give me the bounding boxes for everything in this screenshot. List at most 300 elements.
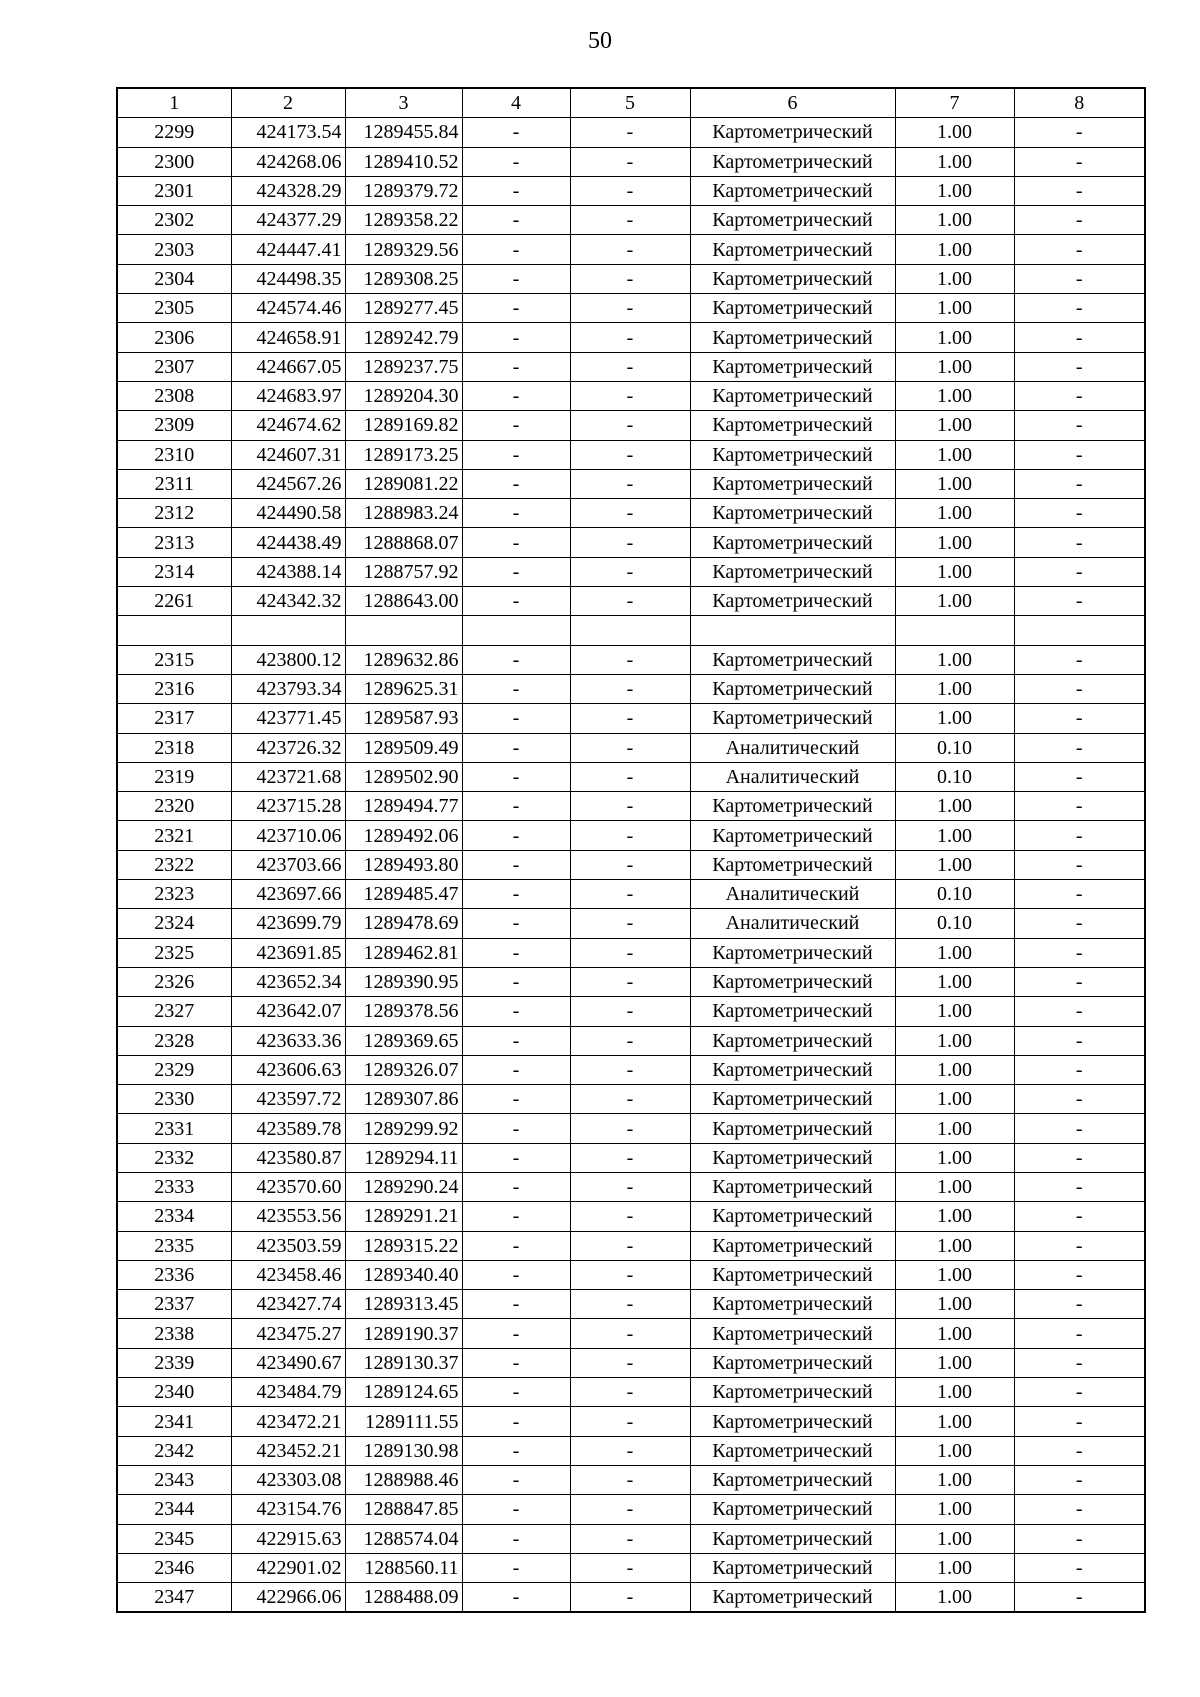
table-row xyxy=(117,1583,1145,1613)
table-header-row xyxy=(117,88,1145,118)
cell-method: Картометрический xyxy=(690,381,895,410)
cell-col-4: - xyxy=(462,1553,570,1582)
table-row xyxy=(117,1260,1145,1289)
header-cell-7: 7 xyxy=(895,88,1014,118)
cell-y-coordinate: 1289307.86 xyxy=(345,1085,462,1114)
cell-method: Аналитический xyxy=(690,762,895,791)
cell-col-5: - xyxy=(570,762,690,791)
cell-col-8: - xyxy=(1014,850,1145,879)
cell-point-number: 2305 xyxy=(117,294,231,323)
cell-col-5: - xyxy=(570,1172,690,1201)
cell-col-8: - xyxy=(1014,176,1145,205)
cell-col-8: - xyxy=(1014,381,1145,410)
cell-method: Аналитический xyxy=(690,909,895,938)
cell-accuracy: 1.00 xyxy=(895,1319,1014,1348)
cell-col-8: - xyxy=(1014,821,1145,850)
cell-x-coordinate: 423715.28 xyxy=(231,792,345,821)
cell-accuracy: 1.00 xyxy=(895,587,1014,616)
cell-y-coordinate: 1289124.65 xyxy=(345,1378,462,1407)
cell-x-coordinate: 423484.79 xyxy=(231,1378,345,1407)
cell-point-number: 2322 xyxy=(117,850,231,879)
cell-col-8: - xyxy=(1014,645,1145,674)
table-row xyxy=(117,1553,1145,1582)
cell-col-4: - xyxy=(462,1085,570,1114)
cell-y-coordinate: 1288757.92 xyxy=(345,557,462,586)
cell-x-coordinate: 423726.32 xyxy=(231,733,345,762)
cell-method: Картометрический xyxy=(690,1495,895,1524)
table-row xyxy=(117,499,1145,528)
cell-y-coordinate: 1289308.25 xyxy=(345,264,462,293)
cell-col-5: - xyxy=(570,587,690,616)
cell-accuracy: 1.00 xyxy=(895,1524,1014,1553)
cell-method: Картометрический xyxy=(690,1553,895,1582)
cell-col-5: - xyxy=(570,1026,690,1055)
cell-y-coordinate: 1289410.52 xyxy=(345,147,462,176)
table-row xyxy=(117,850,1145,879)
cell-col-5: - xyxy=(570,118,690,147)
cell-x-coordinate: 424490.58 xyxy=(231,499,345,528)
cell-col-8: - xyxy=(1014,733,1145,762)
cell-method: Картометрический xyxy=(690,1319,895,1348)
cell-point-number: 2337 xyxy=(117,1290,231,1319)
cell-point-number: 2343 xyxy=(117,1465,231,1494)
cell-method: Картометрический xyxy=(690,1143,895,1172)
cell-col-8: - xyxy=(1014,1319,1145,1348)
cell-y-coordinate: 1289294.11 xyxy=(345,1143,462,1172)
table-row xyxy=(117,997,1145,1026)
cell-y-coordinate: 1289130.37 xyxy=(345,1348,462,1377)
cell-method: Картометрический xyxy=(690,1231,895,1260)
cell-accuracy: 1.00 xyxy=(895,1202,1014,1231)
table-row xyxy=(117,645,1145,674)
cell-col-4: - xyxy=(462,557,570,586)
cell-col-5: - xyxy=(570,206,690,235)
cell-point-number: 2325 xyxy=(117,938,231,967)
cell-method: Картометрический xyxy=(690,1465,895,1494)
cell-point-number: 2303 xyxy=(117,235,231,264)
cell-accuracy: 0.10 xyxy=(895,880,1014,909)
table-row xyxy=(117,381,1145,410)
cell-accuracy: 1.00 xyxy=(895,440,1014,469)
cell-col-4 xyxy=(462,616,570,645)
cell-method: Картометрический xyxy=(690,792,895,821)
cell-x-coordinate: 423597.72 xyxy=(231,1085,345,1114)
cell-x-coordinate: 424667.05 xyxy=(231,352,345,381)
cell-method: Картометрический xyxy=(690,1202,895,1231)
cell-method xyxy=(690,616,895,645)
cell-point-number: 2299 xyxy=(117,118,231,147)
table-row xyxy=(117,1465,1145,1494)
cell-y-coordinate: 1289455.84 xyxy=(345,118,462,147)
cell-col-5: - xyxy=(570,323,690,352)
cell-col-8: - xyxy=(1014,1407,1145,1436)
cell-col-5: - xyxy=(570,528,690,557)
cell-x-coordinate: 423697.66 xyxy=(231,880,345,909)
cell-col-5: - xyxy=(570,1143,690,1172)
cell-method: Картометрический xyxy=(690,411,895,440)
table-row xyxy=(117,1348,1145,1377)
cell-x-coordinate xyxy=(231,616,345,645)
cell-point-number: 2328 xyxy=(117,1026,231,1055)
cell-accuracy: 1.00 xyxy=(895,938,1014,967)
cell-col-5: - xyxy=(570,674,690,703)
cell-accuracy: 1.00 xyxy=(895,557,1014,586)
cell-col-5: - xyxy=(570,1202,690,1231)
cell-accuracy: 0.10 xyxy=(895,733,1014,762)
cell-method: Картометрический xyxy=(690,704,895,733)
cell-point-number: 2319 xyxy=(117,762,231,791)
cell-accuracy: 1.00 xyxy=(895,1085,1014,1114)
cell-y-coordinate: 1289494.77 xyxy=(345,792,462,821)
table-row xyxy=(117,1436,1145,1465)
cell-x-coordinate: 423710.06 xyxy=(231,821,345,850)
cell-y-coordinate: 1289329.56 xyxy=(345,235,462,264)
table-row xyxy=(117,235,1145,264)
table-body xyxy=(117,118,1145,1613)
table-row xyxy=(117,1319,1145,1348)
cell-col-8: - xyxy=(1014,499,1145,528)
cell-method: Картометрический xyxy=(690,1407,895,1436)
cell-point-number: 2261 xyxy=(117,587,231,616)
cell-col-8: - xyxy=(1014,1114,1145,1143)
cell-col-5: - xyxy=(570,733,690,762)
cell-method: Картометрический xyxy=(690,1348,895,1377)
header-cell-1: 1 xyxy=(117,88,231,118)
coordinates-table xyxy=(116,87,1146,1613)
cell-col-5: - xyxy=(570,880,690,909)
cell-col-5: - xyxy=(570,557,690,586)
table-row xyxy=(117,528,1145,557)
cell-y-coordinate: 1289509.49 xyxy=(345,733,462,762)
table-row xyxy=(117,938,1145,967)
cell-accuracy: 1.00 xyxy=(895,469,1014,498)
cell-col-4: - xyxy=(462,352,570,381)
table-row xyxy=(117,1407,1145,1436)
cell-accuracy: 1.00 xyxy=(895,411,1014,440)
cell-accuracy: 1.00 xyxy=(895,1260,1014,1289)
cell-col-8: - xyxy=(1014,1231,1145,1260)
cell-col-5: - xyxy=(570,352,690,381)
cell-accuracy: 1.00 xyxy=(895,645,1014,674)
cell-x-coordinate: 423427.74 xyxy=(231,1290,345,1319)
cell-col-8: - xyxy=(1014,323,1145,352)
cell-method: Картометрический xyxy=(690,557,895,586)
cell-col-4: - xyxy=(462,967,570,996)
cell-accuracy: 1.00 xyxy=(895,1553,1014,1582)
table-row xyxy=(117,704,1145,733)
table-row xyxy=(117,352,1145,381)
cell-x-coordinate: 424328.29 xyxy=(231,176,345,205)
cell-col-4: - xyxy=(462,528,570,557)
cell-method: Картометрический xyxy=(690,235,895,264)
cell-x-coordinate: 422915.63 xyxy=(231,1524,345,1553)
cell-y-coordinate: 1289111.55 xyxy=(345,1407,462,1436)
cell-col-5: - xyxy=(570,294,690,323)
table-row xyxy=(117,880,1145,909)
cell-col-8: - xyxy=(1014,587,1145,616)
cell-method: Картометрический xyxy=(690,645,895,674)
cell-y-coordinate: 1289462.81 xyxy=(345,938,462,967)
cell-col-8: - xyxy=(1014,909,1145,938)
cell-accuracy: 1.00 xyxy=(895,1407,1014,1436)
cell-col-4: - xyxy=(462,938,570,967)
table-row xyxy=(117,1495,1145,1524)
cell-col-4: - xyxy=(462,880,570,909)
cell-accuracy: 1.00 xyxy=(895,528,1014,557)
cell-accuracy: 1.00 xyxy=(895,1231,1014,1260)
header-cell-3: 3 xyxy=(345,88,462,118)
cell-col-4: - xyxy=(462,1202,570,1231)
table-row xyxy=(117,1085,1145,1114)
cell-col-8: - xyxy=(1014,1260,1145,1289)
table-row xyxy=(117,440,1145,469)
cell-method: Картометрический xyxy=(690,821,895,850)
table-row xyxy=(117,1114,1145,1143)
cell-method: Картометрический xyxy=(690,850,895,879)
cell-accuracy: 1.00 xyxy=(895,1348,1014,1377)
cell-x-coordinate: 424447.41 xyxy=(231,235,345,264)
cell-accuracy: 1.00 xyxy=(895,821,1014,850)
cell-accuracy: 1.00 xyxy=(895,1055,1014,1084)
cell-col-4: - xyxy=(462,762,570,791)
table-row xyxy=(117,762,1145,791)
cell-point-number: 2329 xyxy=(117,1055,231,1084)
cell-point-number: 2302 xyxy=(117,206,231,235)
cell-col-5: - xyxy=(570,1290,690,1319)
cell-x-coordinate: 424607.31 xyxy=(231,440,345,469)
cell-col-4: - xyxy=(462,821,570,850)
cell-col-4: - xyxy=(462,1407,570,1436)
cell-y-coordinate: 1289204.30 xyxy=(345,381,462,410)
cell-col-4: - xyxy=(462,147,570,176)
cell-y-coordinate: 1289493.80 xyxy=(345,850,462,879)
cell-point-number: 2300 xyxy=(117,147,231,176)
cell-y-coordinate: 1289379.72 xyxy=(345,176,462,205)
cell-accuracy: 1.00 xyxy=(895,967,1014,996)
cell-method: Картометрический xyxy=(690,469,895,498)
table-row xyxy=(117,1524,1145,1553)
cell-point-number: 2321 xyxy=(117,821,231,850)
cell-col-8: - xyxy=(1014,967,1145,996)
table-row xyxy=(117,118,1145,147)
cell-point-number: 2301 xyxy=(117,176,231,205)
cell-method: Картометрический xyxy=(690,1260,895,1289)
cell-method: Картометрический xyxy=(690,1290,895,1319)
cell-col-8: - xyxy=(1014,792,1145,821)
cell-col-4: - xyxy=(462,1465,570,1494)
cell-x-coordinate: 424388.14 xyxy=(231,557,345,586)
table-row xyxy=(117,1172,1145,1201)
cell-col-5: - xyxy=(570,1583,690,1613)
cell-method: Картометрический xyxy=(690,938,895,967)
cell-x-coordinate: 423589.78 xyxy=(231,1114,345,1143)
cell-col-5: - xyxy=(570,1348,690,1377)
cell-col-5: - xyxy=(570,1465,690,1494)
cell-method: Картометрический xyxy=(690,1524,895,1553)
cell-x-coordinate: 424567.26 xyxy=(231,469,345,498)
table-row xyxy=(117,616,1145,645)
cell-point-number: 2330 xyxy=(117,1085,231,1114)
cell-accuracy: 1.00 xyxy=(895,381,1014,410)
cell-point-number: 2309 xyxy=(117,411,231,440)
cell-col-5: - xyxy=(570,1114,690,1143)
cell-y-coordinate: 1289315.22 xyxy=(345,1231,462,1260)
cell-col-8: - xyxy=(1014,1143,1145,1172)
cell-point-number: 2327 xyxy=(117,997,231,1026)
cell-x-coordinate: 423703.66 xyxy=(231,850,345,879)
cell-x-coordinate: 423503.59 xyxy=(231,1231,345,1260)
cell-point-number: 2317 xyxy=(117,704,231,733)
cell-col-4: - xyxy=(462,1378,570,1407)
cell-col-4: - xyxy=(462,1319,570,1348)
cell-y-coordinate: 1289290.24 xyxy=(345,1172,462,1201)
cell-accuracy: 1.00 xyxy=(895,1583,1014,1613)
cell-method: Картометрический xyxy=(690,997,895,1026)
cell-col-5: - xyxy=(570,469,690,498)
cell-accuracy: 1.00 xyxy=(895,294,1014,323)
table-row xyxy=(117,967,1145,996)
cell-accuracy: 1.00 xyxy=(895,792,1014,821)
cell-col-8: - xyxy=(1014,674,1145,703)
cell-col-8: - xyxy=(1014,294,1145,323)
cell-point-number: 2345 xyxy=(117,1524,231,1553)
cell-y-coordinate: 1289313.45 xyxy=(345,1290,462,1319)
cell-x-coordinate: 423771.45 xyxy=(231,704,345,733)
cell-col-4: - xyxy=(462,909,570,938)
cell-x-coordinate: 424377.29 xyxy=(231,206,345,235)
cell-y-coordinate: 1288643.00 xyxy=(345,587,462,616)
cell-col-4: - xyxy=(462,704,570,733)
cell-col-4: - xyxy=(462,294,570,323)
cell-point-number: 2339 xyxy=(117,1348,231,1377)
cell-accuracy: 1.00 xyxy=(895,352,1014,381)
cell-point-number xyxy=(117,616,231,645)
cell-x-coordinate: 424342.32 xyxy=(231,587,345,616)
cell-y-coordinate: 1289587.93 xyxy=(345,704,462,733)
cell-col-5: - xyxy=(570,1231,690,1260)
cell-y-coordinate: 1288868.07 xyxy=(345,528,462,557)
cell-col-4: - xyxy=(462,176,570,205)
cell-method: Картометрический xyxy=(690,1114,895,1143)
cell-col-8 xyxy=(1014,616,1145,645)
cell-point-number: 2335 xyxy=(117,1231,231,1260)
cell-accuracy: 1.00 xyxy=(895,704,1014,733)
cell-x-coordinate: 423472.21 xyxy=(231,1407,345,1436)
table-row xyxy=(117,469,1145,498)
table-row xyxy=(117,674,1145,703)
cell-col-8: - xyxy=(1014,264,1145,293)
cell-point-number: 2312 xyxy=(117,499,231,528)
cell-y-coordinate: 1289502.90 xyxy=(345,762,462,791)
cell-col-4: - xyxy=(462,469,570,498)
cell-method: Картометрический xyxy=(690,323,895,352)
cell-method: Картометрический xyxy=(690,352,895,381)
cell-col-8: - xyxy=(1014,440,1145,469)
cell-y-coordinate: 1289625.31 xyxy=(345,674,462,703)
cell-col-5: - xyxy=(570,440,690,469)
cell-col-8: - xyxy=(1014,557,1145,586)
table-row xyxy=(117,264,1145,293)
cell-point-number: 2346 xyxy=(117,1553,231,1582)
cell-col-5: - xyxy=(570,1085,690,1114)
page-number: 50 xyxy=(588,28,612,54)
cell-x-coordinate: 423652.34 xyxy=(231,967,345,996)
cell-point-number: 2341 xyxy=(117,1407,231,1436)
cell-x-coordinate: 423553.56 xyxy=(231,1202,345,1231)
cell-x-coordinate: 424173.54 xyxy=(231,118,345,147)
cell-y-coordinate: 1289485.47 xyxy=(345,880,462,909)
cell-x-coordinate: 423452.21 xyxy=(231,1436,345,1465)
cell-accuracy: 1.00 xyxy=(895,1143,1014,1172)
cell-col-8: - xyxy=(1014,1465,1145,1494)
cell-y-coordinate: 1288488.09 xyxy=(345,1583,462,1613)
cell-point-number: 2308 xyxy=(117,381,231,410)
cell-method: Картометрический xyxy=(690,1378,895,1407)
cell-col-4: - xyxy=(462,1290,570,1319)
table-row xyxy=(117,323,1145,352)
cell-col-4: - xyxy=(462,1143,570,1172)
cell-method: Картометрический xyxy=(690,587,895,616)
cell-col-4: - xyxy=(462,733,570,762)
cell-col-8: - xyxy=(1014,1055,1145,1084)
cell-method: Картометрический xyxy=(690,1085,895,1114)
cell-x-coordinate: 423458.46 xyxy=(231,1260,345,1289)
cell-point-number: 2344 xyxy=(117,1495,231,1524)
cell-col-4: - xyxy=(462,1260,570,1289)
cell-col-4: - xyxy=(462,997,570,1026)
cell-point-number: 2316 xyxy=(117,674,231,703)
cell-col-4: - xyxy=(462,645,570,674)
cell-col-4: - xyxy=(462,499,570,528)
cell-col-4: - xyxy=(462,118,570,147)
cell-y-coordinate: 1289291.21 xyxy=(345,1202,462,1231)
cell-point-number: 2313 xyxy=(117,528,231,557)
table-row xyxy=(117,1231,1145,1260)
cell-col-4: - xyxy=(462,1055,570,1084)
cell-x-coordinate: 423154.76 xyxy=(231,1495,345,1524)
cell-col-4: - xyxy=(462,1495,570,1524)
cell-x-coordinate: 424268.06 xyxy=(231,147,345,176)
cell-y-coordinate: 1289242.79 xyxy=(345,323,462,352)
cell-x-coordinate: 424498.35 xyxy=(231,264,345,293)
cell-x-coordinate: 422901.02 xyxy=(231,1553,345,1582)
cell-col-8: - xyxy=(1014,704,1145,733)
cell-accuracy: 1.00 xyxy=(895,176,1014,205)
table-row xyxy=(117,147,1145,176)
cell-y-coordinate: 1289340.40 xyxy=(345,1260,462,1289)
cell-point-number: 2315 xyxy=(117,645,231,674)
table-row xyxy=(117,909,1145,938)
cell-col-8: - xyxy=(1014,1583,1145,1613)
cell-col-4: - xyxy=(462,411,570,440)
cell-method: Аналитический xyxy=(690,733,895,762)
cell-col-8: - xyxy=(1014,1378,1145,1407)
cell-col-5: - xyxy=(570,1495,690,1524)
cell-y-coordinate xyxy=(345,616,462,645)
cell-x-coordinate: 423490.67 xyxy=(231,1348,345,1377)
cell-point-number: 2333 xyxy=(117,1172,231,1201)
cell-method: Картометрический xyxy=(690,294,895,323)
cell-col-4: - xyxy=(462,850,570,879)
cell-point-number: 2307 xyxy=(117,352,231,381)
cell-accuracy: 1.00 xyxy=(895,1495,1014,1524)
cell-method: Картометрический xyxy=(690,528,895,557)
cell-col-5: - xyxy=(570,176,690,205)
cell-col-5: - xyxy=(570,909,690,938)
cell-col-4: - xyxy=(462,1583,570,1613)
cell-col-8: - xyxy=(1014,1348,1145,1377)
cell-accuracy: 1.00 xyxy=(895,674,1014,703)
